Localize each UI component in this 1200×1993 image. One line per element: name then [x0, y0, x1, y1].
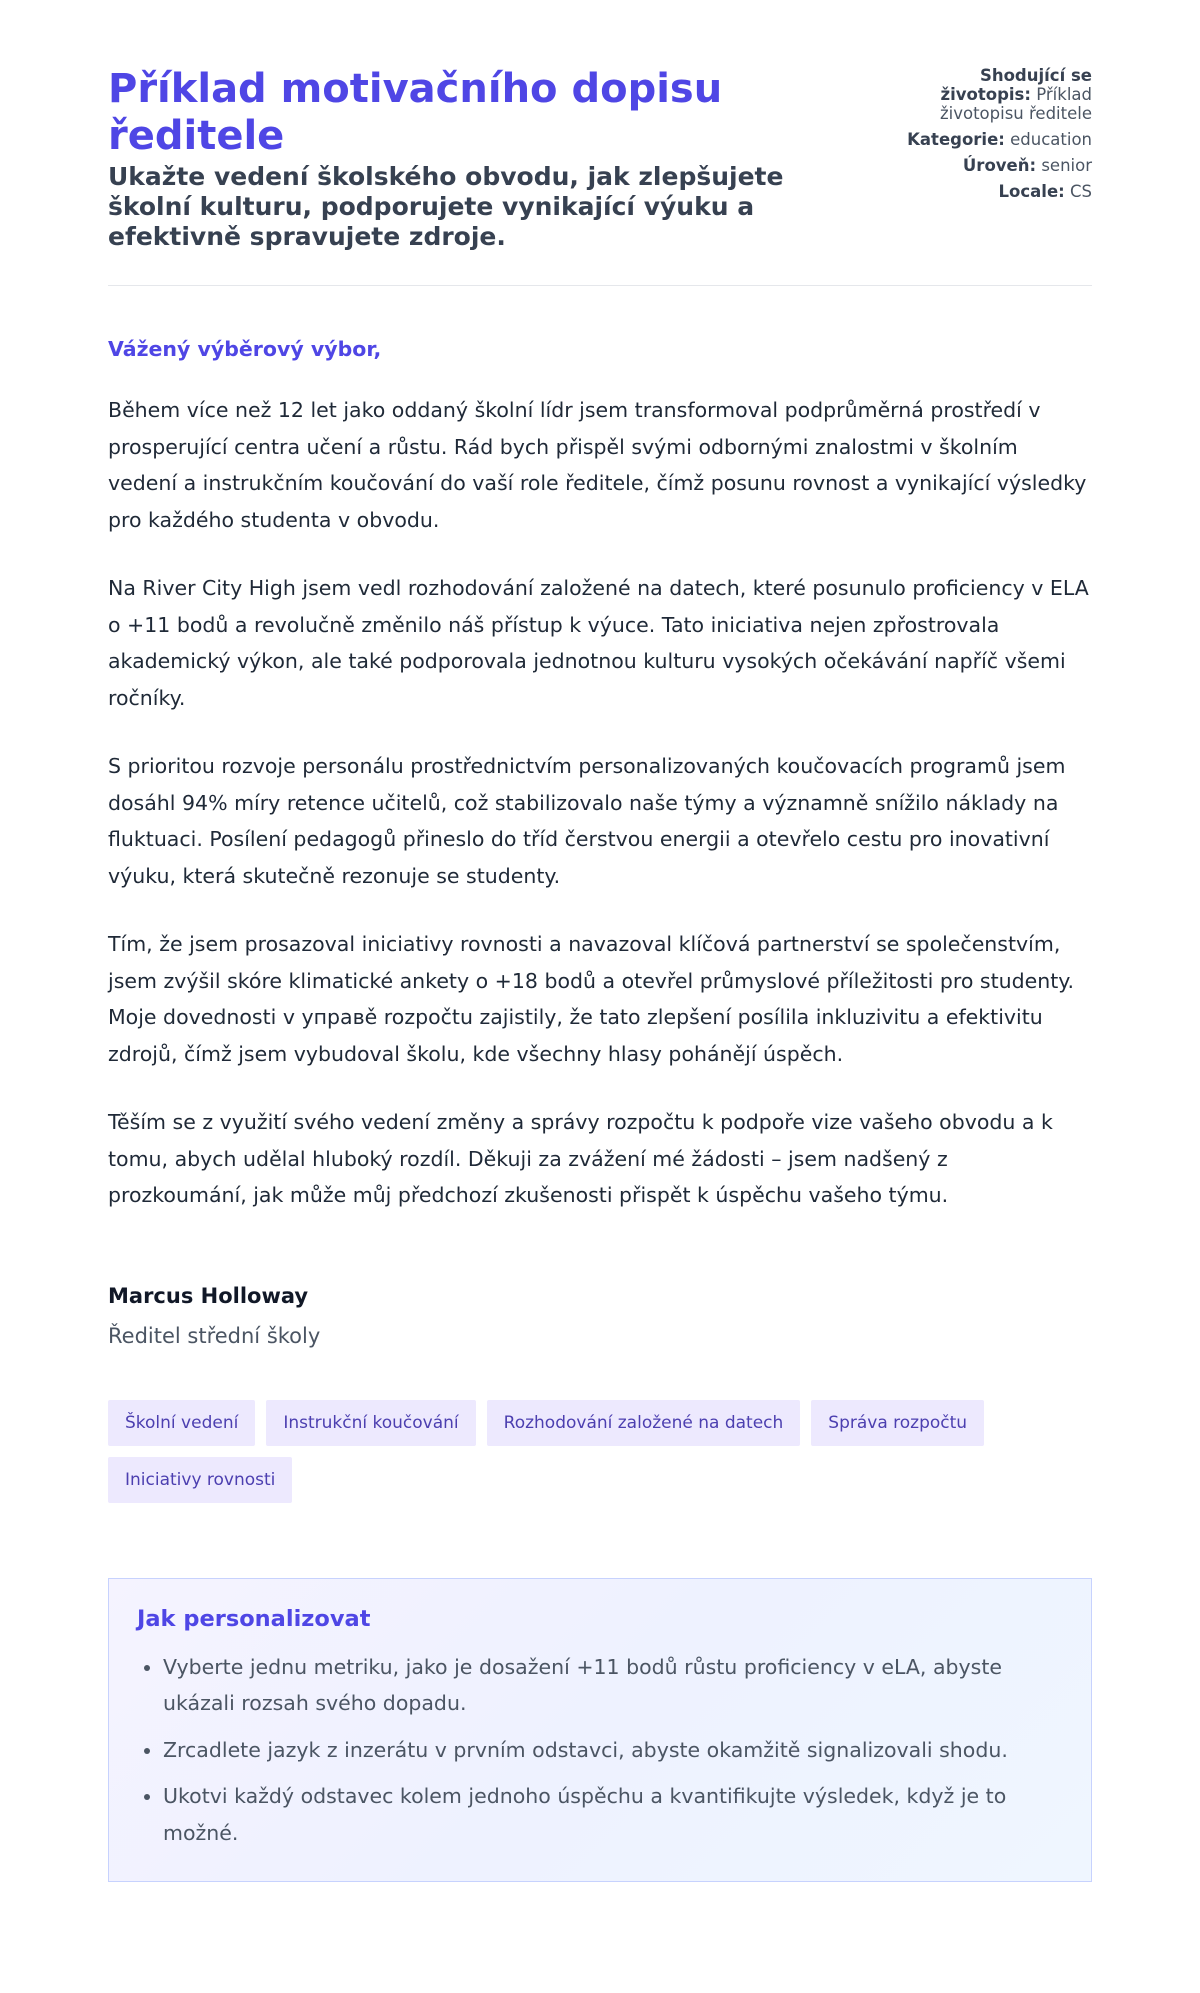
page-subtitle: Ukažte vedení školského obvodu, jak zlepšujete školní kulturu, podporujete vynikající výuku a efektivně spravujete zdroje.: [108, 162, 784, 251]
tips-list: [137, 1649, 1063, 1852]
skill-tag: Rozhodování založené na datech: [487, 1400, 801, 1446]
signature-name: Marcus Holloway: [108, 1283, 309, 1308]
tips-item: • Vyberte jednu metriku, jako je dosažení +11 bodů růstu proficiency v eLA, abyste ukázali rozsah svého dopadu.: [163, 1649, 1063, 1722]
tips-item: • Zrcadlete jazyk z inzerátu v prvním odstavci, abyste okamžitě signalizovali shodu.: [163, 1732, 1063, 1769]
skill-tags: [108, 1400, 1008, 1503]
letter-paragraph: Těším se z využití svého vedení změny a správy rozpočtu k podpoře vize vašeho obvodu a k tomu, abych udělal hluboký rozdíl. Děkuji za zvážení mé žádosti – jsem nadšený z prozkoumání, jak může můj předchozí zkušenosti přispět k úspěchu vašeho týmu.: [108, 1110, 1053, 1207]
letter-body: [108, 335, 1092, 1350]
meta-locale: [892, 182, 1092, 201]
tips-item: • Ukotvi každý odstavec kolem jednoho úspěchu a kvantifikujte výsledek, když je to možné.: [163, 1778, 1063, 1851]
skill-tag: Iniciativy rovnosti: [108, 1457, 292, 1503]
letter-greeting: Vážený výběrový výbor,: [108, 337, 382, 361]
meta-category: [892, 130, 1092, 149]
meta-level-label: Úroveň:: [962, 156, 1037, 175]
letter-paragraph: S prioritou rozvoje personálu prostřednictvím personalizovaných koučovacích programů jsem dosáhl 94% míry retence učitelů, což stabilizovalo naše týmy a významně snížilo náklady na fluktuaci. Posílení pedagogů přineslo do tříd čerstvou energii a otevřelo cestu pro inovativní výuku, která skutečně rezonuje se studenty.: [108, 754, 1066, 888]
meta-panel: [892, 66, 1092, 208]
page-title: Příklad motivačního dopisu ředitele: [108, 66, 723, 159]
meta-resume-label: Shodující se životopis:: [940, 66, 1092, 104]
skill-tag: Instrukční koučování: [266, 1400, 475, 1446]
letter-paragraph: Tím, že jsem prosazoval iniciativy rovnosti a navazoval klíčová partnerství se společenstvím, jsem zvýšil skóre klimatické ankety o +18 bodů a otevřel průmyslové příležitosti pro studenty. Moje dovednosti v управě rozpočtu zajistily, že tato zlepšení posílila inkluzivitu a efektivitu zdrojů, čímž jsem vybudoval školu, kde všechny hlasy pohánějí úspěch.: [108, 932, 1075, 1066]
page-header: [108, 0, 1092, 286]
meta-level: [892, 156, 1092, 175]
letter-paragraph: Na River City High jsem vedl rozhodování založené na datech, které posunulo proficiency v ELA o +11 bodů a revolučně změnilo náš přístup k výuce. Tato iniciativa nejen zpřostrovala akademický výkon, ale také podporovala jednotnou kulturu vysokých očekávání napříč všemi ročníky.: [108, 576, 1089, 710]
meta-category-value: education: [1010, 130, 1092, 149]
meta-locale-value: CS: [1070, 182, 1092, 201]
meta-level-value: senior: [1041, 156, 1092, 175]
letter-paragraph: Během více než 12 let jako oddaný školní lídr jsem transformoval podprůměrná prostředí v prosperující centra učení a růstu. Rád bych přispěl svými odbornými znalostmi v školním vedení a instrukčním koučování do vaší role ředitele, čímž posunu rovnost a vynikající výsledky pro každého studenta v obvodu.: [108, 398, 1087, 532]
meta-category-label: Kategorie:: [907, 130, 1005, 149]
signature-title: Ředitel střední školy: [108, 1323, 321, 1348]
skill-tag: Školní vedení: [108, 1400, 255, 1446]
skill-tag: Správa rozpočtu: [811, 1400, 984, 1446]
personalize-tips-box: [108, 1578, 1092, 1883]
meta-resume-value: Příklad životopisu ředitele: [939, 85, 1092, 123]
tips-title: Jak personalizovat: [137, 1605, 371, 1632]
meta-locale-label: Locale:: [998, 182, 1065, 201]
meta-resume: [892, 66, 1092, 123]
